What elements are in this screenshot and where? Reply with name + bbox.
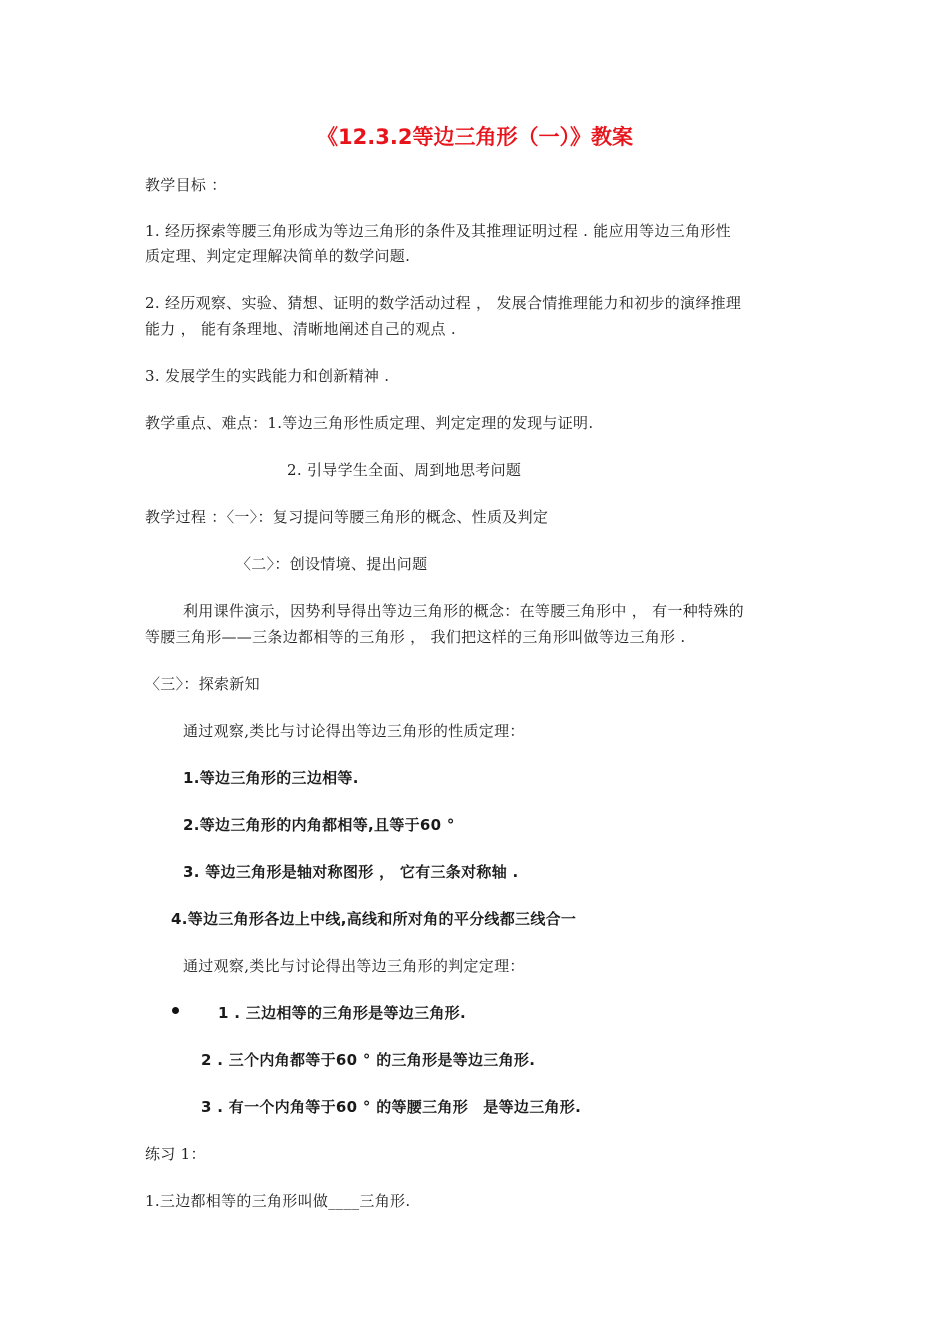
property-item: 3. 等边三角形是轴对称图形 ， 它有三条对称轴 . <box>183 863 519 881</box>
criteria-item: 1 . 三边相等的三角形是等边三角形. <box>218 1004 466 1022</box>
exercise-question-1: 1.三边都相等的三角形叫做____三角形. <box>145 1192 411 1210</box>
concept-paragraph-line-1: 利用课件演示，因势利导得出等边三角形的概念：在等腰三角形中 ， 有一种特殊的 <box>183 602 744 620</box>
criteria-item: 3 . 有一个内角等于60 ° 的等腰三角形 是等边三角形. <box>201 1098 582 1116</box>
goals-heading: 教学目标 ： <box>145 176 227 194</box>
property-intro: 通过观察,类比与讨论得出等边三角形的性质定理： <box>183 722 525 740</box>
key-points-line-1: 教学重点、难点：1.等边三角形性质定理、判定定理的发现与证明. <box>145 414 594 432</box>
bullet-icon <box>172 1007 179 1014</box>
goal-3: 3. 发展学生的实践能力和创新精神 . <box>145 367 390 385</box>
criteria-intro: 通过观察,类比与讨论得出等边三角形的判定定理： <box>183 957 525 975</box>
property-item: 4.等边三角形各边上中线,高线和所对角的平分线都三线合一 <box>171 910 577 928</box>
key-points-line-2: 2. 引导学生全面、周到地思考问题 <box>287 461 522 479</box>
process-line-2: 〈二〉：创设情境、提出问题 <box>236 555 428 573</box>
criteria-item: 2 . 三个内角都等于60 ° 的三角形是等边三角形. <box>201 1051 536 1069</box>
concept-paragraph-line-2: 等腰三角形——三条边都相等的三角形 ， 我们把这样的三角形叫做等边三角形 . <box>145 628 686 646</box>
goal-1-line-2: 质定理、判定定理解决简单的数学问题. <box>145 247 411 265</box>
goal-1-line-1: 1. 经历探索等腰三角形成为等边三角形的条件及其推理证明过程 . 能应用等边三角形性 <box>145 222 731 240</box>
property-item: 2.等边三角形的内角都相等,且等于60 ° <box>183 816 455 834</box>
goal-2-line-1: 2. 经历观察、实验、猜想、证明的数学活动过程 ， 发展合情推理能力和初步的演绎推理 <box>145 294 742 312</box>
property-item: 1.等边三角形的三边相等. <box>183 769 359 787</box>
section-3-heading: 〈三〉：探索新知 <box>145 675 260 693</box>
document-title: 《12.3.2等边三角形（一）》教案 <box>317 125 633 149</box>
goal-2-line-2: 能力 ， 能有条理地、清晰地阐述自己的观点 . <box>145 320 456 338</box>
process-line-1: 教学过程 ：〈一〉：复习提问等腰三角形的概念、性质及判定 <box>145 508 549 526</box>
exercise-heading: 练习 1： <box>145 1145 206 1163</box>
